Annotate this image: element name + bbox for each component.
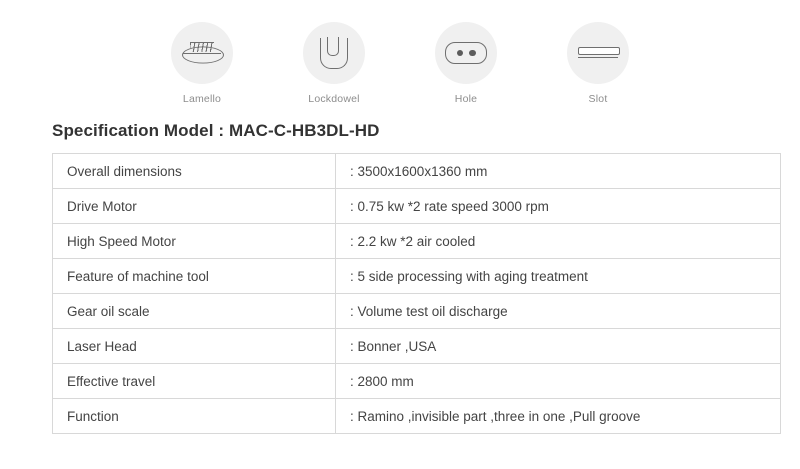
table-row <box>53 364 781 399</box>
spec-value: : Ramino ,invisible part ,three in one ,Pull groove <box>336 399 781 434</box>
lamello-icon <box>171 22 233 84</box>
spec-label: Function <box>53 399 336 434</box>
spec-value: : 5 side processing with aging treatment <box>336 259 781 294</box>
table-row <box>53 399 781 434</box>
table-row <box>53 154 781 189</box>
feature-caption: Hole <box>454 93 478 105</box>
table-row <box>53 224 781 259</box>
lockdowel-icon <box>303 22 365 84</box>
feature-item-lamello <box>159 22 245 105</box>
spec-value: : 3500x1600x1360 mm <box>336 154 781 189</box>
spec-value: : Volume test oil discharge <box>336 294 781 329</box>
feature-item-hole <box>423 22 509 105</box>
spec-label: High Speed Motor <box>53 224 336 259</box>
feature-caption: Slot <box>588 93 608 105</box>
page-title: Specification Model : MAC-C-HB3DL-HD <box>52 121 380 140</box>
spec-label: Feature of machine tool <box>53 259 336 294</box>
feature-item-slot <box>555 22 641 105</box>
table-row <box>53 329 781 364</box>
spec-label: Gear oil scale <box>53 294 336 329</box>
feature-item-lockdowel <box>291 22 377 105</box>
slot-icon <box>567 22 629 84</box>
specification-table <box>52 153 781 434</box>
hole-icon <box>435 22 497 84</box>
feature-caption: Lockdowel <box>308 93 360 105</box>
table-row <box>53 189 781 224</box>
feature-caption: Lamello <box>182 93 222 105</box>
spec-value: : 2800 mm <box>336 364 781 399</box>
spec-value: : Bonner ,USA <box>336 329 781 364</box>
spec-label: Overall dimensions <box>53 154 336 189</box>
spec-label: Laser Head <box>53 329 336 364</box>
spec-value: : 2.2 kw *2 air cooled <box>336 224 781 259</box>
feature-icon-row <box>0 0 800 105</box>
spec-label: Drive Motor <box>53 189 336 224</box>
table-row <box>53 259 781 294</box>
spec-label: Effective travel <box>53 364 336 399</box>
table-row <box>53 294 781 329</box>
spec-value: : 0.75 kw *2 rate speed 3000 rpm <box>336 189 781 224</box>
